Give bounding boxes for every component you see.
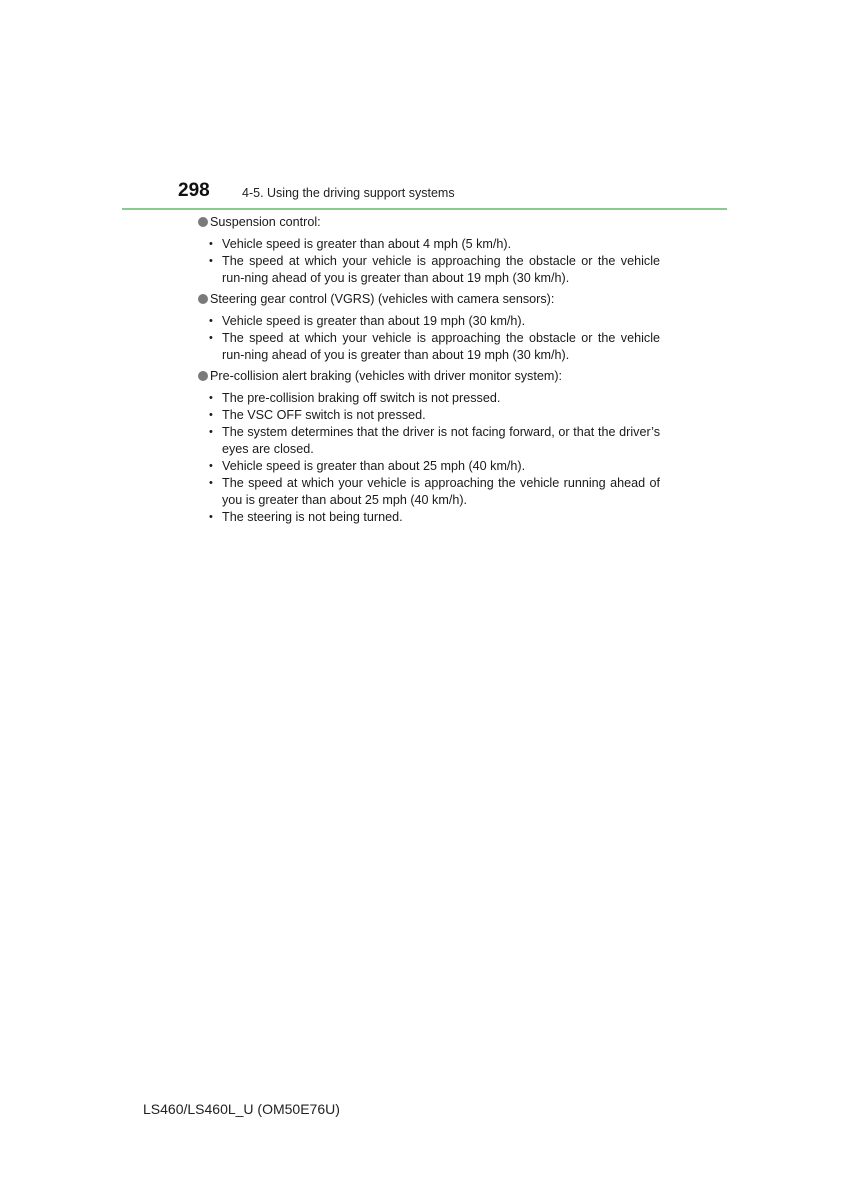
bullet-icon: • xyxy=(209,460,213,472)
list-item: • Vehicle speed is greater than about 19 mph (30 km/h). xyxy=(209,314,526,328)
bullet-icon: • xyxy=(209,477,213,489)
bullet-icon: • xyxy=(209,511,213,523)
footer-model: LS460/LS460L_U (OM50E76U) xyxy=(143,1101,340,1117)
list-item: • The system determines that the driver is not facing forward, or that the driver’s eyes are closed. xyxy=(209,425,660,456)
bullet-icon: • xyxy=(209,255,213,267)
circle-bullet-icon xyxy=(198,371,208,381)
group-title: Steering gear control (VGRS) (vehicles with camera sensors): xyxy=(210,292,555,306)
group-title: Suspension control: xyxy=(210,215,321,229)
condition-group-alert-braking xyxy=(198,368,660,526)
bullet-icon: • xyxy=(209,332,213,344)
list-item: • Vehicle speed is greater than about 25 mph (40 km/h). xyxy=(209,459,526,473)
list-item: • The pre-collision braking off switch is not pressed. xyxy=(209,391,501,405)
section-title: 4-5. Using the driving support systems xyxy=(242,186,455,200)
condition-group-steering xyxy=(198,291,660,364)
bullet-icon: • xyxy=(209,426,213,438)
bullet-icon: • xyxy=(209,392,213,404)
list-item: • The speed at which your vehicle is approaching the obstacle or the vehicle run-ning ahead of you is greater than about 19 mph (30 km/h). xyxy=(209,254,660,285)
circle-bullet-icon xyxy=(198,217,208,227)
group-title: Pre-collision alert braking (vehicles with driver monitor system): xyxy=(210,369,563,383)
page-content xyxy=(198,214,660,530)
list-item: • The VSC OFF switch is not pressed. xyxy=(209,408,426,422)
page-number: 298 xyxy=(178,180,210,201)
circle-bullet-icon xyxy=(198,294,208,304)
bullet-icon: • xyxy=(209,238,213,250)
list-item: • The speed at which your vehicle is approaching the obstacle or the vehicle run-ning ahead of you is greater than about 19 mph (30 km/h). xyxy=(209,331,660,362)
page-header xyxy=(122,178,727,210)
bullet-icon: • xyxy=(209,409,213,421)
list-item: • The steering is not being turned. xyxy=(209,510,403,524)
list-item: • The speed at which your vehicle is approaching the vehicle running ahead of you is greater than about 25 mph (40 km/h). xyxy=(209,476,660,507)
bullet-icon: • xyxy=(209,315,213,327)
condition-group-suspension xyxy=(198,214,660,287)
list-item: • Vehicle speed is greater than about 4 mph (5 km/h). xyxy=(209,237,512,251)
